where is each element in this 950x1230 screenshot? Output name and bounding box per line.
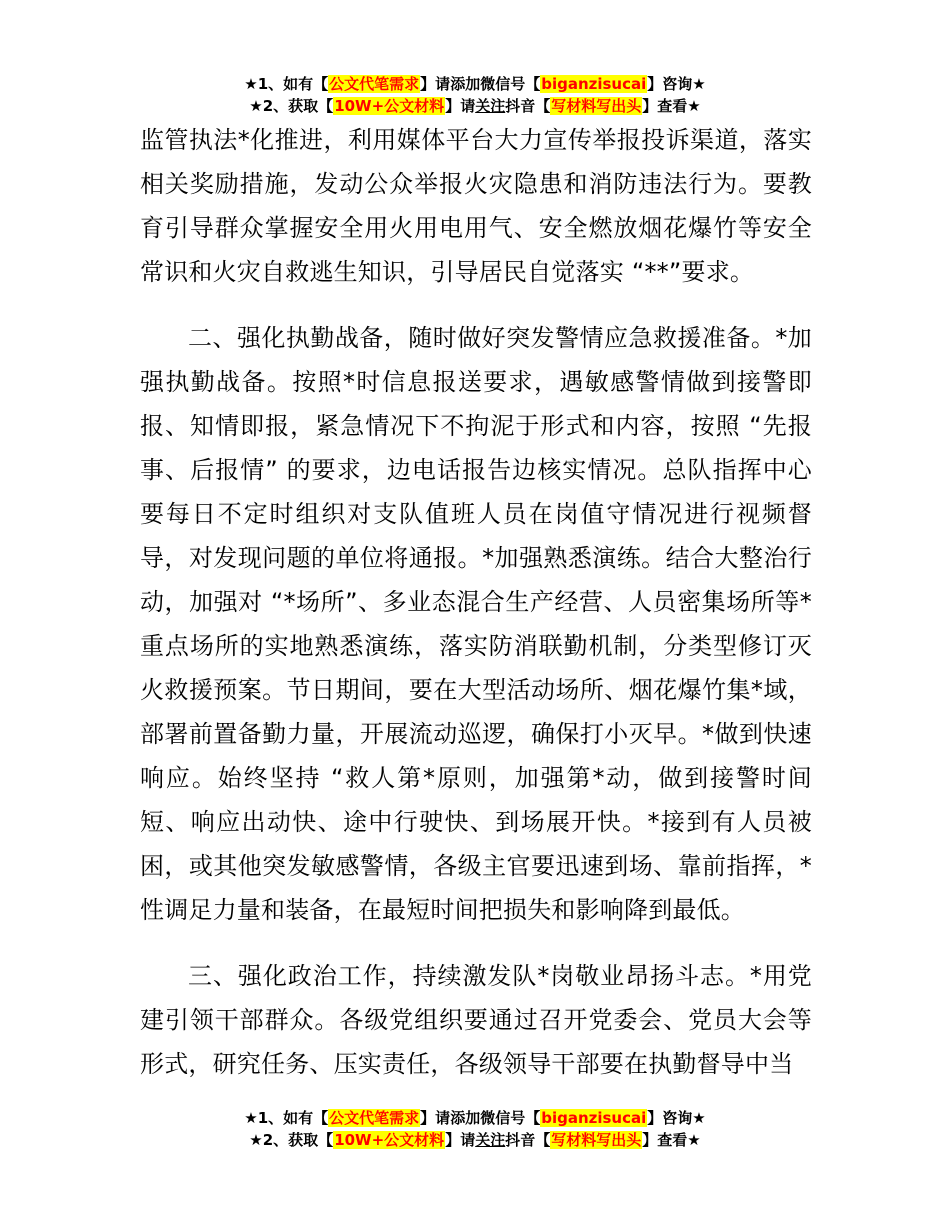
banner-line-1: ★1、如有【公文代笔需求】请添加微信号【biganzisucai】咨询★ xyxy=(244,1109,706,1127)
highlight-service: 公文代笔需求 xyxy=(329,1109,420,1127)
header-banner xyxy=(0,73,950,117)
document-body xyxy=(140,118,812,1086)
footer-banner xyxy=(0,1107,950,1151)
highlight-douyin-account: 写材料写出头 xyxy=(551,97,642,115)
banner-line-1: ★1、如有【公文代笔需求】请添加微信号【biganzisucai】咨询★ xyxy=(244,75,706,93)
banner-line-2: ★2、获取【10W+公文材料】请关注抖音【写材料写出头】查看★ xyxy=(249,1131,701,1149)
highlight-materials: 10W+公文材料 xyxy=(334,1131,445,1149)
highlight-wechat-id: biganzisucai xyxy=(541,1109,647,1127)
highlight-wechat-id: biganzisucai xyxy=(541,75,647,93)
paragraph-2: 二、强化执勤战备，随时做好突发警情应急救援准备。*加强执勤战备。按照*时信息报送要求，遇敏感警情做到接警即报、知情即报，紧急情况下不拘泥于形式和内容，按照 “先报事、后报情” 的要求，边电话报告边核实情况。总队指挥中心要每日不定时组织对支队值班人员在岗值守情况进行视频督导，对发现问题的单位将通报。*加强熟悉演练。结合大整治行动，加强对 “*场所”、多业态混合生产经营、人员密集场所等*重点场所的实地熟悉演练，落实防消联勤机制，分类型修订灭火救援预案。节日期间，要在大型活动场所、烟花爆竹集*域，部署前置备勤力量，开展流动巡逻，确保打小灭早。*做到快速响应。始终坚持 “救人第*原则，加强第*动，做到接警时间短、响应出动快、途中行驶快、到场展开快。*接到有人员被困，或其他突发敏感警情，各级主官要迅速到场、靠前指挥，*性调足力量和装备，在最短时间把损失和影响降到最低。 xyxy=(140,324,812,924)
banner-line-2: ★2、获取【10W+公文材料】请关注抖音【写材料写出头】查看★ xyxy=(249,97,701,115)
highlight-service: 公文代笔需求 xyxy=(329,75,420,93)
highlight-douyin-account: 写材料写出头 xyxy=(551,1131,642,1149)
paragraph-1: 监管执法*化推进，利用媒体平台大力宣传举报投诉渠道，落实相关奖励措施，发动公众举报火灾隐患和消防违法行为。要教育引导群众掌握安全用火用电用气、安全燃放烟花爆竹等安全常识和火灾自救逃生知识，引导居民自觉落实 “**”要求。 xyxy=(140,126,812,286)
paragraph-3: 三、强化政治工作，持续激发队*岗敬业昂扬斗志。*用党建引领干部群众。各级党组织要通过召开党委会、党员大会等形式，研究任务、压实责任，各级领导干部要在执勤督导中当 xyxy=(140,962,812,1078)
highlight-materials: 10W+公文材料 xyxy=(334,97,445,115)
